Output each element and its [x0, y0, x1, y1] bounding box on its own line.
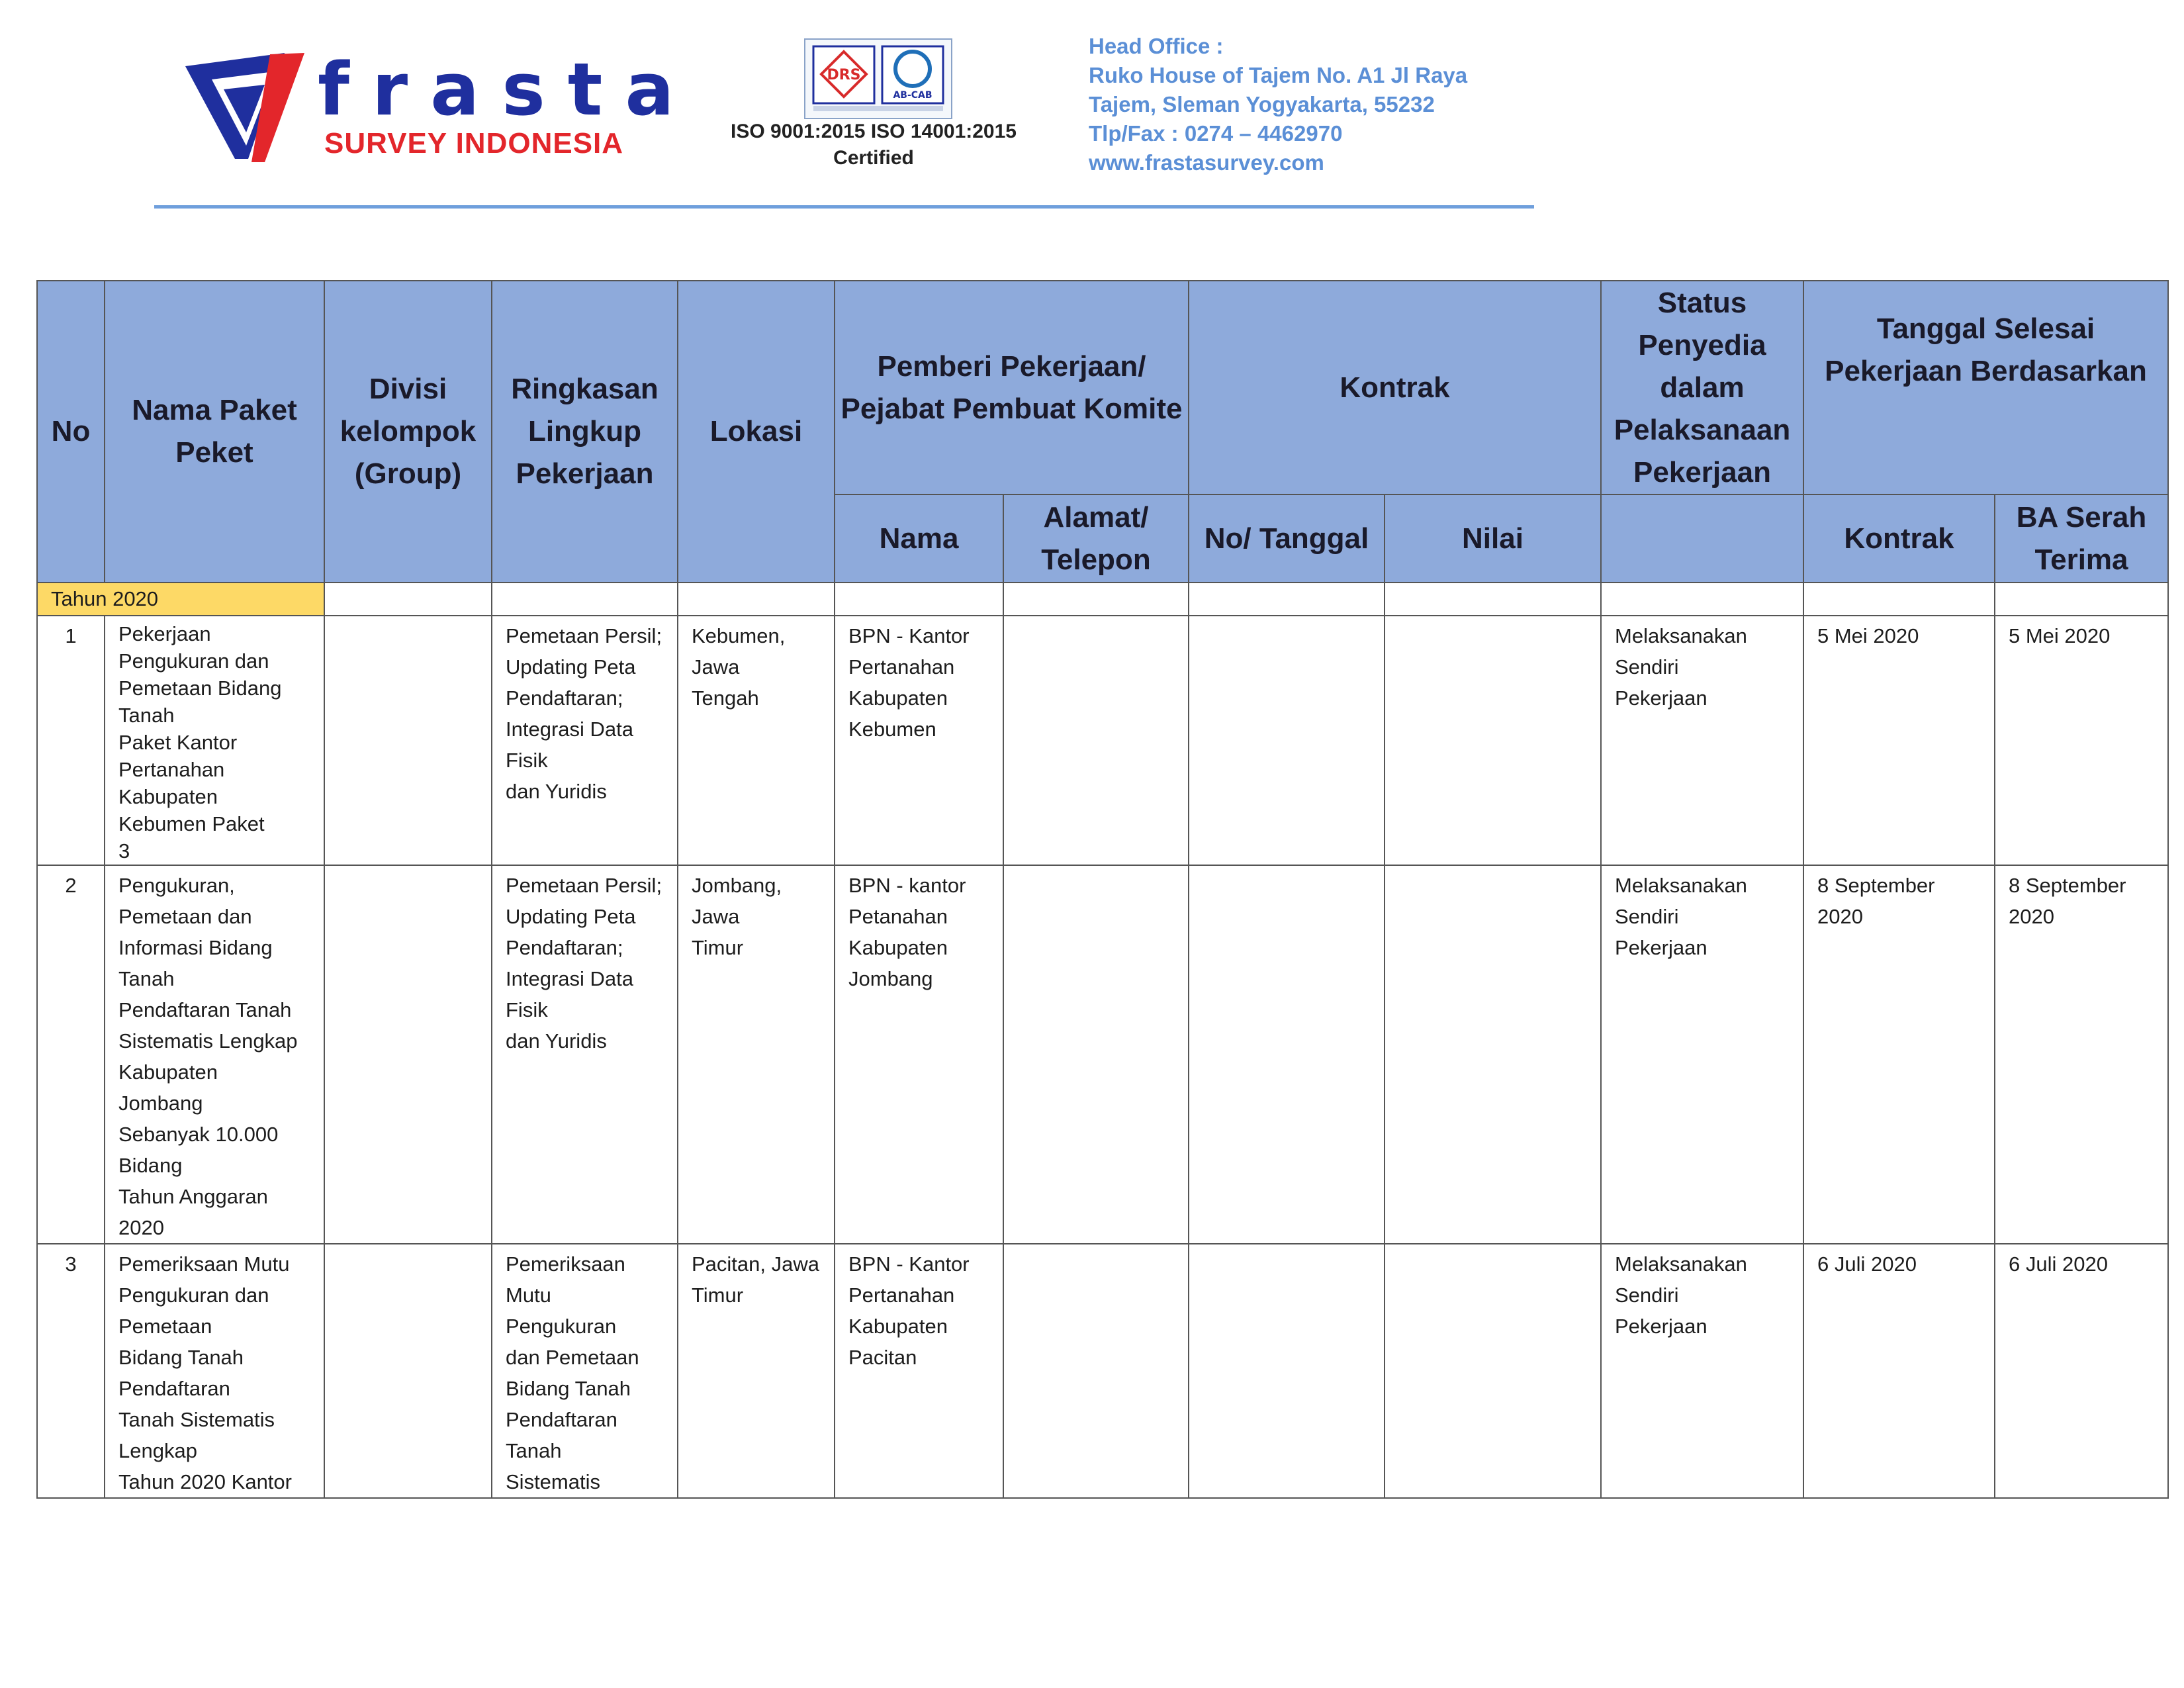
- cell-kontrak-no: [1189, 1244, 1385, 1498]
- cell-tanggal-kontrak: 8 September 2020: [1803, 865, 1995, 1244]
- cell-no: 2: [37, 865, 105, 1244]
- cell-ringkasan: Pemeriksaan Mutu Pengukuran dan Pemetaan Bidang Tanah Pendaftaran Tanah Sistematis: [492, 1244, 678, 1498]
- header-ringkasan: Ringkasan Lingkup Pekerjaan: [492, 281, 678, 583]
- letterhead-divider: [154, 205, 1534, 209]
- header-status-blank: [1601, 494, 1803, 583]
- cell-status: Melaksanakan Sendiri Pekerjaan: [1601, 865, 1803, 1244]
- year-label: Tahun 2020: [37, 583, 324, 616]
- cell-pemberi-alamat: [1003, 616, 1189, 865]
- cell-pemberi-nama: BPN - kantor Petanahan Kabupaten Jombang: [835, 865, 1003, 1244]
- table-row: [37, 616, 2168, 865]
- experience-table: [36, 280, 2169, 1499]
- cell-pemberi-alamat: [1003, 865, 1189, 1244]
- cell-divisi: [324, 616, 492, 865]
- iso-standards-text: ISO 9001:2015 ISO 14001:2015: [731, 120, 1017, 142]
- office-address-line-2: Tajem, Sleman Yogyakarta, 55232: [1089, 92, 1435, 117]
- cell-pemberi-nama: BPN - Kantor Pertanahan Kabupaten Pacitan: [835, 1244, 1003, 1498]
- cell-divisi: [324, 1244, 492, 1498]
- header-lokasi: Lokasi: [678, 281, 835, 583]
- cell-status: Melaksanakan Sendiri Pekerjaan: [1601, 616, 1803, 865]
- header-divisi: Divisi kelompok (Group): [324, 281, 492, 583]
- header-pemberi-nama: Nama: [835, 494, 1003, 583]
- cell-kontrak-nilai: [1385, 1244, 1601, 1498]
- header-pemberi-alamat: Alamat/ Telepon: [1003, 494, 1189, 583]
- head-office-address: [1089, 32, 1565, 177]
- cell-kontrak-no: [1189, 616, 1385, 865]
- badge-right-label: AB-CAB: [893, 90, 933, 101]
- cell-tanggal-kontrak: 6 Juli 2020: [1803, 1244, 1995, 1498]
- cell-tanggal-ba: 6 Juli 2020: [1995, 1244, 2168, 1498]
- header-tanggal-kontrak: Kontrak: [1803, 494, 1995, 583]
- header-nama-paket: Nama Paket Peket: [105, 281, 324, 583]
- cell-lokasi: Kebumen, Jawa Tengah: [678, 616, 835, 865]
- cell-divisi: [324, 865, 492, 1244]
- cell-nama-paket: Pekerjaan Pengukuran dan Pemetaan Bidang Tanah Paket Kantor Pertanahan Kabupaten Kebumen Paket 3: [105, 616, 324, 865]
- cell-tanggal-kontrak: 5 Mei 2020: [1803, 616, 1995, 865]
- header-tanggal-ba-serah-terima: BA Serah Terima: [1995, 494, 2168, 583]
- header-pemberi-pekerjaan: Pemberi Pekerjaan/ Pejabat Pembuat Komite: [835, 281, 1189, 494]
- office-heading: Head Office :: [1089, 34, 1224, 58]
- certification-badges: [804, 38, 952, 119]
- office-phone: Tlp/Fax : 0274 – 4462970: [1089, 121, 1343, 146]
- frasta-logo-icon: [185, 53, 304, 165]
- cell-no: 1: [37, 616, 105, 865]
- certified-text: Certified: [833, 147, 914, 169]
- logo-subtitle: SURVEY INDONESIA: [324, 127, 624, 160]
- cell-kontrak-nilai: [1385, 865, 1601, 1244]
- badge-left-label: DRS: [827, 67, 861, 83]
- table-row: [37, 1244, 2168, 1498]
- iso-certification: [708, 38, 1039, 177]
- cell-ringkasan: Pemetaan Persil; Updating Peta Pendaftaran; Integrasi Data Fisik dan Yuridis: [492, 865, 678, 1244]
- office-website[interactable]: www.frastasurvey.com: [1089, 150, 1324, 175]
- cell-pemberi-alamat: [1003, 1244, 1189, 1498]
- office-address-line-1: Ruko House of Tajem No. A1 Jl Raya: [1089, 63, 1468, 87]
- cell-ringkasan: Pemetaan Persil; Updating Peta Pendaftaran; Integrasi Data Fisik dan Yuridis: [492, 616, 678, 865]
- cell-no: 3: [37, 1244, 105, 1498]
- cell-lokasi: Pacitan, Jawa Timur: [678, 1244, 835, 1498]
- certification-badge-icon: [805, 40, 951, 118]
- cell-tanggal-ba: 5 Mei 2020: [1995, 616, 2168, 865]
- header-tanggal-selesai: Tanggal Selesai Pekerjaan Berdasarkan: [1803, 281, 2168, 494]
- header-kontrak: Kontrak: [1189, 281, 1601, 494]
- cell-tanggal-ba: 8 September 2020: [1995, 865, 2168, 1244]
- cell-lokasi: Jombang, Jawa Timur: [678, 865, 835, 1244]
- logo-wordmark: frasta: [318, 47, 697, 132]
- table-row: [37, 865, 2168, 1244]
- header-no: No: [37, 281, 105, 583]
- cell-kontrak-no: [1189, 865, 1385, 1244]
- cell-nama-paket: Pemeriksaan Mutu Pengukuran dan Pemetaan Bidang Tanah Pendaftaran Tanah Sistematis Lengkap Tahun 2020 Kantor: [105, 1244, 324, 1498]
- header-kontrak-nilai: Nilai: [1385, 494, 1601, 583]
- header-status: Status Penyedia dalam Pelaksanaan Pekerjaan: [1601, 281, 1803, 494]
- cell-kontrak-nilai: [1385, 616, 1601, 865]
- cell-nama-paket: Pengukuran, Pemetaan dan Informasi Bidang Tanah Pendaftaran Tanah Sistematis Lengkap Kabupaten Jombang Sebanyak 10.000 Bidang Tahun Anggaran 2020: [105, 865, 324, 1244]
- company-logo: [185, 46, 697, 172]
- cell-status: Melaksanakan Sendiri Pekerjaan: [1601, 1244, 1803, 1498]
- header-kontrak-no-tanggal: No/ Tanggal: [1189, 494, 1385, 583]
- cell-pemberi-nama: BPN - Kantor Pertanahan Kabupaten Kebumen: [835, 616, 1003, 865]
